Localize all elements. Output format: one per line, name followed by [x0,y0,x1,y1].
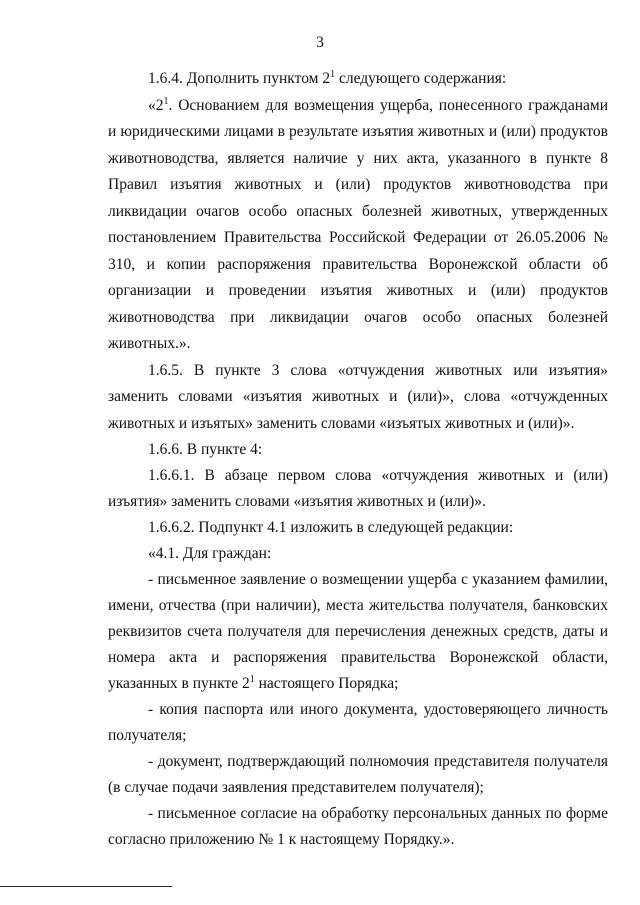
footer-rule [0,886,172,887]
paragraph-clause-2-1: «$2^1$. Основанием для возмещения ущерба, понесенного гражданами и юридическими лицами в результате изъятия животных и (или) продуктов животноводства, является наличие у них акта, указанного в пункте 8 Правил изъятия животных и (или) продуктов животноводства при ликвидации очагов особо опасных болезней животных, утвержденных постановлением Правительства Российской Федерации от 26.05.2006 № 310, и копии распоряжения правительства Воронежской области об организации и проведении изъятия животных и (или) продуктов животноводства при ликвидации очагов особо опасных болезней животных.». [108,95,608,352]
paragraph-1-6-4: 1.6.4. Дополнить пунктом $2^1$ следующего содержания: [148,69,507,87]
paragraph-1-6-6-1: 1.6.6.1. В абзаце первом слова «отчуждения животных и (или) изъятия» заменить словами «изъятия животных и (или)». [108,467,608,510]
list-item-application: - письменное заявление о возмещении ущерба с указанием фамилии, имени, отчества (при наличии), места жительства получателя, банковских реквизитов счета получателя для перечисления денежных средств, даты и номера акта и распоряжения правительства Воронежской области, указанных в пункте $2^1$ настоящего Порядка; [108,571,608,692]
list-item-authority-document: - документ, подтверждающий полномочия представителя получателя (в случае подачи заявления представителем получателя); [108,753,608,796]
paragraph-1-6-6-2: 1.6.6.2. Подпункт 4.1 изложить в следующей редакции: [148,519,514,536]
document-body [108,66,608,853]
paragraph-4-1-heading: «4.1. Для граждан: [148,545,272,562]
page-number: 3 [316,34,324,51]
paragraph-1-6-6: 1.6.6. В пункте 4: [148,441,263,458]
paragraph-1-6-5: 1.6.5. В пункте 3 слова «отчуждения животных или изъятия» заменить словами «изъятия животных и (или)», слова «отчужденных животных и изъятых» заменить словами «изъятых животных и (или)». [108,361,608,432]
list-item-passport-copy: - копия паспорта или иного документа, удостоверяющего личность получателя; [108,701,608,744]
list-item-data-consent: - письменное согласие на обработку персональных данных по форме согласно приложению № 1 к настоящему Порядку.». [108,805,608,848]
